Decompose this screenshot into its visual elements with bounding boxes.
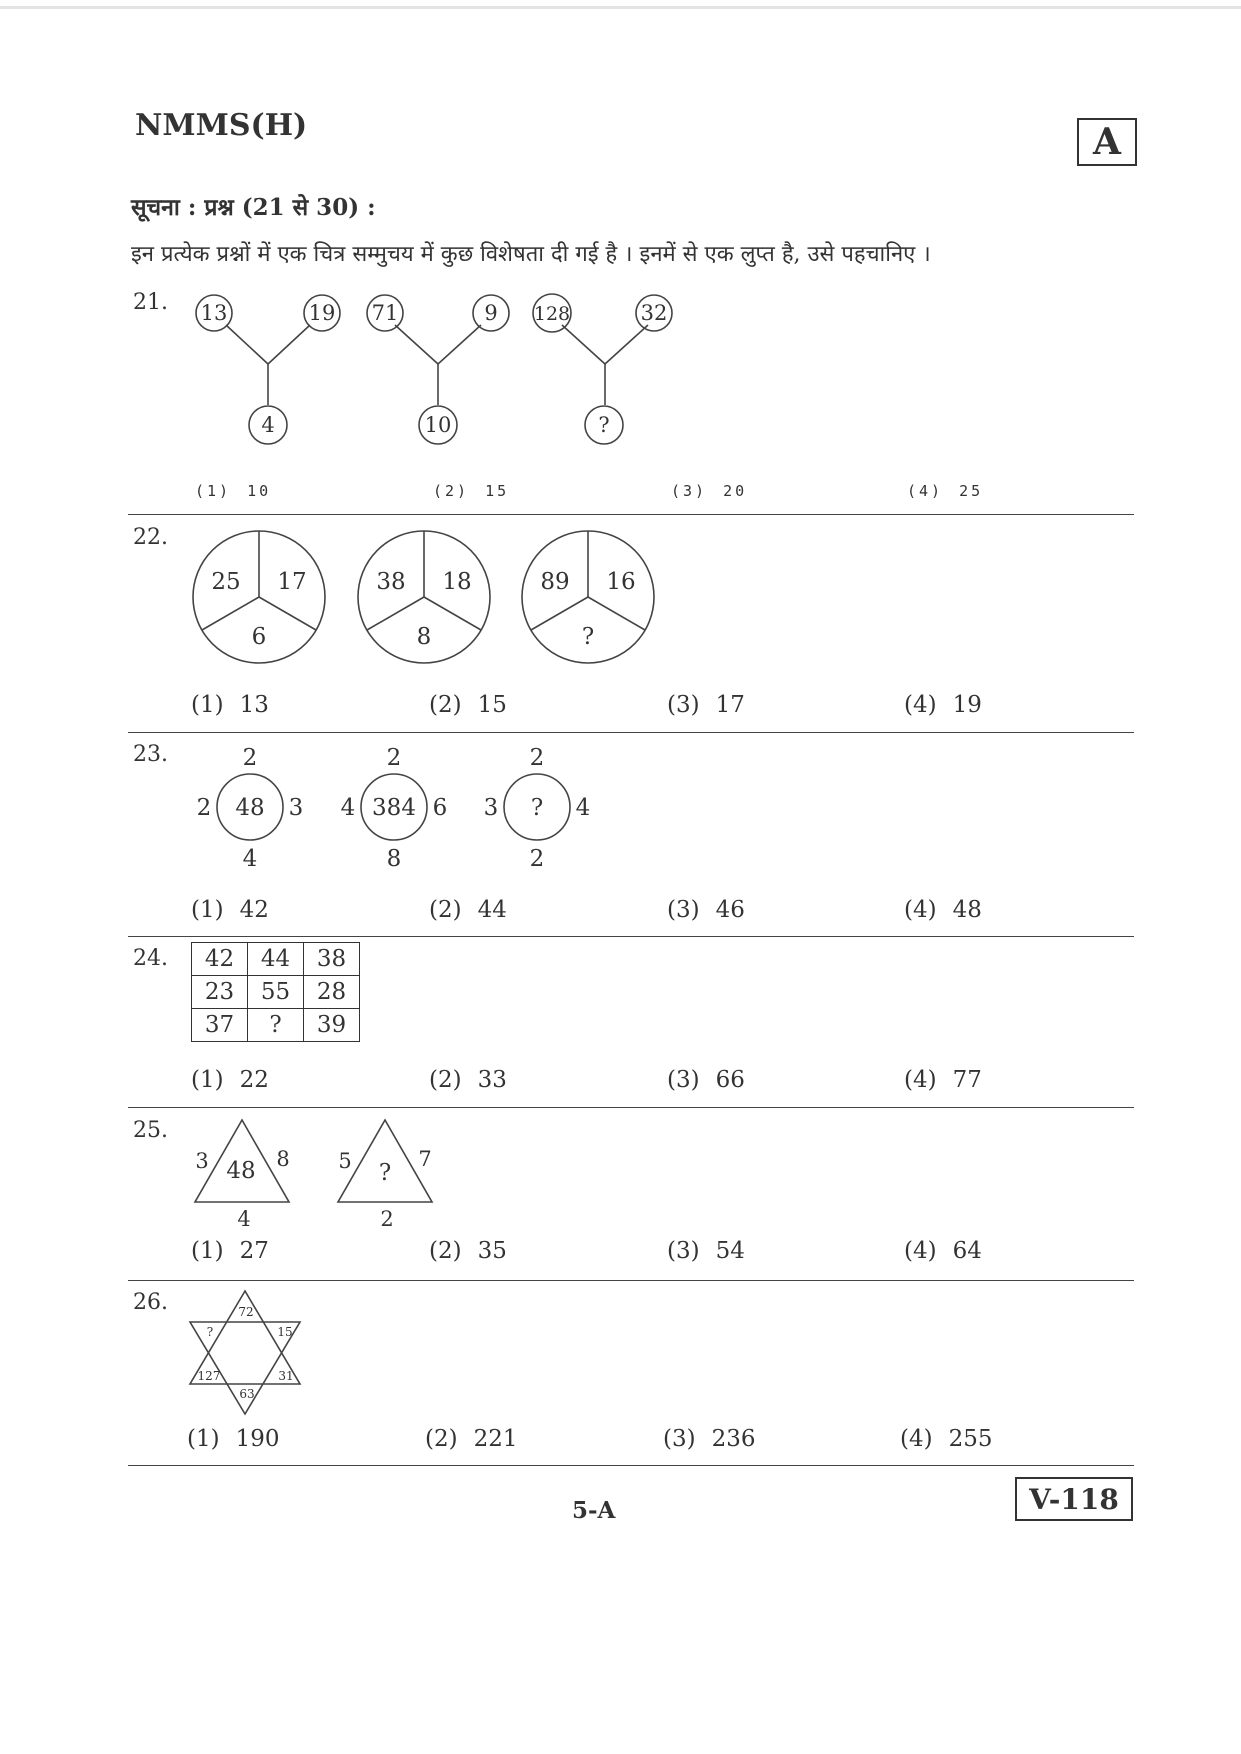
option: (3) 66 — [667, 1067, 745, 1093]
q21-fig3-left: 128 — [533, 303, 571, 325]
option: (3) 17 — [667, 692, 745, 718]
q25-fig1-left: 3 — [195, 1149, 209, 1173]
option: (2) 44 — [429, 897, 507, 923]
q25-fig1-bottom: 4 — [237, 1207, 251, 1231]
option: (4) 25 — [907, 482, 984, 500]
q23-fig3-center: ? — [530, 795, 544, 821]
q21-fig1-bottom: 4 — [261, 413, 275, 437]
question-number: 25. — [133, 1118, 168, 1143]
q22-fig3-right: 16 — [606, 569, 636, 595]
q26-top-left: ? — [206, 1325, 214, 1339]
booklet-code-box: V-118 — [1015, 1477, 1133, 1521]
q25-fig2-center: ? — [378, 1160, 392, 1186]
option: (3) 236 — [663, 1426, 756, 1452]
q21-fig1-left: 13 — [200, 301, 228, 325]
q22-fig1-bottom: 6 — [251, 624, 267, 650]
option: (1) 190 — [187, 1426, 280, 1452]
q25-fig1-right: 8 — [276, 1147, 290, 1171]
grid-cell: 39 — [304, 1009, 360, 1042]
question-number: 21. — [133, 290, 168, 315]
option: (1) 13 — [191, 692, 269, 718]
q26-bottom-right: 31 — [278, 1369, 294, 1383]
q21-fig3-bottom: ? — [598, 413, 610, 437]
option: (2) 221 — [425, 1426, 518, 1452]
question-number: 24. — [133, 946, 168, 971]
grid-cell: 38 — [304, 943, 360, 976]
q25-fig2-right: 7 — [418, 1147, 432, 1171]
q21-fig2-right: 9 — [484, 301, 498, 325]
q22-fig2-bottom: 8 — [416, 624, 432, 650]
option: (4) 77 — [904, 1067, 982, 1093]
option: (3) 20 — [671, 482, 748, 500]
q26-bottom: 63 — [239, 1387, 255, 1401]
q21-fig2-bottom: 10 — [424, 413, 452, 437]
grid-cell: 42 — [192, 943, 248, 976]
q23-fig3-top: 2 — [529, 745, 545, 771]
q22-fig1-left: 25 — [211, 569, 241, 595]
exam-title: NMMS(H) — [135, 108, 308, 143]
q23-fig3-left: 3 — [483, 795, 499, 821]
q22-fig1-right: 17 — [277, 569, 307, 595]
q21-fig2-left: 71 — [371, 301, 399, 325]
option: (2) 15 — [433, 482, 510, 500]
option: (2) 15 — [429, 692, 507, 718]
option: (4) 64 — [904, 1238, 982, 1264]
option: (1) 22 — [191, 1067, 269, 1093]
q22-fig3-bottom: ? — [581, 624, 595, 650]
q22-fig2-right: 18 — [442, 569, 472, 595]
option: (1) 10 — [195, 482, 272, 500]
q26-bottom-left: 127 — [197, 1369, 221, 1383]
q23-fig1-left: 2 — [196, 795, 212, 821]
option: (3) 54 — [667, 1238, 745, 1264]
notice-text: इन प्रत्येक प्रश्नों में एक चित्र सम्मुचय में कुछ विशेषता दी गई है । इनमें से एक लुप्त है, उसे पहचानिए । — [131, 242, 931, 267]
q25-fig2-left: 5 — [338, 1149, 352, 1173]
question-number: 26. — [133, 1290, 168, 1315]
q22-fig2-left: 38 — [376, 569, 406, 595]
q23-fig3-bottom: 2 — [529, 846, 545, 872]
q21-fig1-right: 19 — [308, 301, 336, 325]
notice-title: सूचना : प्रश्न (21 से 30) : — [131, 194, 376, 221]
grid-cell: 55 — [248, 976, 304, 1009]
q22-fig3-left: 89 — [540, 569, 570, 595]
option: (2) 35 — [429, 1238, 507, 1264]
page-number: 5-A — [572, 1497, 616, 1524]
q23-fig1-top: 2 — [242, 745, 258, 771]
q26-top: 72 — [238, 1305, 254, 1319]
option: (4) 19 — [904, 692, 982, 718]
q21-fig3-right: 32 — [640, 301, 668, 325]
q23-fig1-center: 48 — [235, 795, 265, 821]
q23-fig2-bottom: 8 — [386, 846, 402, 872]
q23-fig1-bottom: 4 — [242, 846, 258, 872]
grid-cell: ? — [248, 1009, 304, 1042]
q23-fig2-left: 4 — [340, 795, 356, 821]
option: (4) 255 — [900, 1426, 993, 1452]
question-number: 22. — [133, 525, 168, 550]
option: (1) 27 — [191, 1238, 269, 1264]
set-code-box: A — [1077, 118, 1137, 166]
q26-top-right: 15 — [277, 1325, 293, 1339]
grid-cell: 44 — [248, 943, 304, 976]
option: (2) 33 — [429, 1067, 507, 1093]
q23-fig2-center: 384 — [372, 795, 416, 821]
grid-cell: 28 — [304, 976, 360, 1009]
option: (4) 48 — [904, 897, 982, 923]
grid-cell: 37 — [192, 1009, 248, 1042]
option: (1) 42 — [191, 897, 269, 923]
option: (3) 46 — [667, 897, 745, 923]
q25-fig1-center: 48 — [226, 1158, 256, 1184]
q25-fig2-bottom: 2 — [380, 1207, 394, 1231]
q23-fig2-top: 2 — [386, 745, 402, 771]
q23-fig1-right: 3 — [288, 795, 304, 821]
grid-cell: 23 — [192, 976, 248, 1009]
question-number: 23. — [133, 742, 168, 767]
q23-fig3-right: 4 — [575, 795, 591, 821]
divider — [128, 1465, 1134, 1466]
q23-fig2-right: 6 — [432, 795, 448, 821]
